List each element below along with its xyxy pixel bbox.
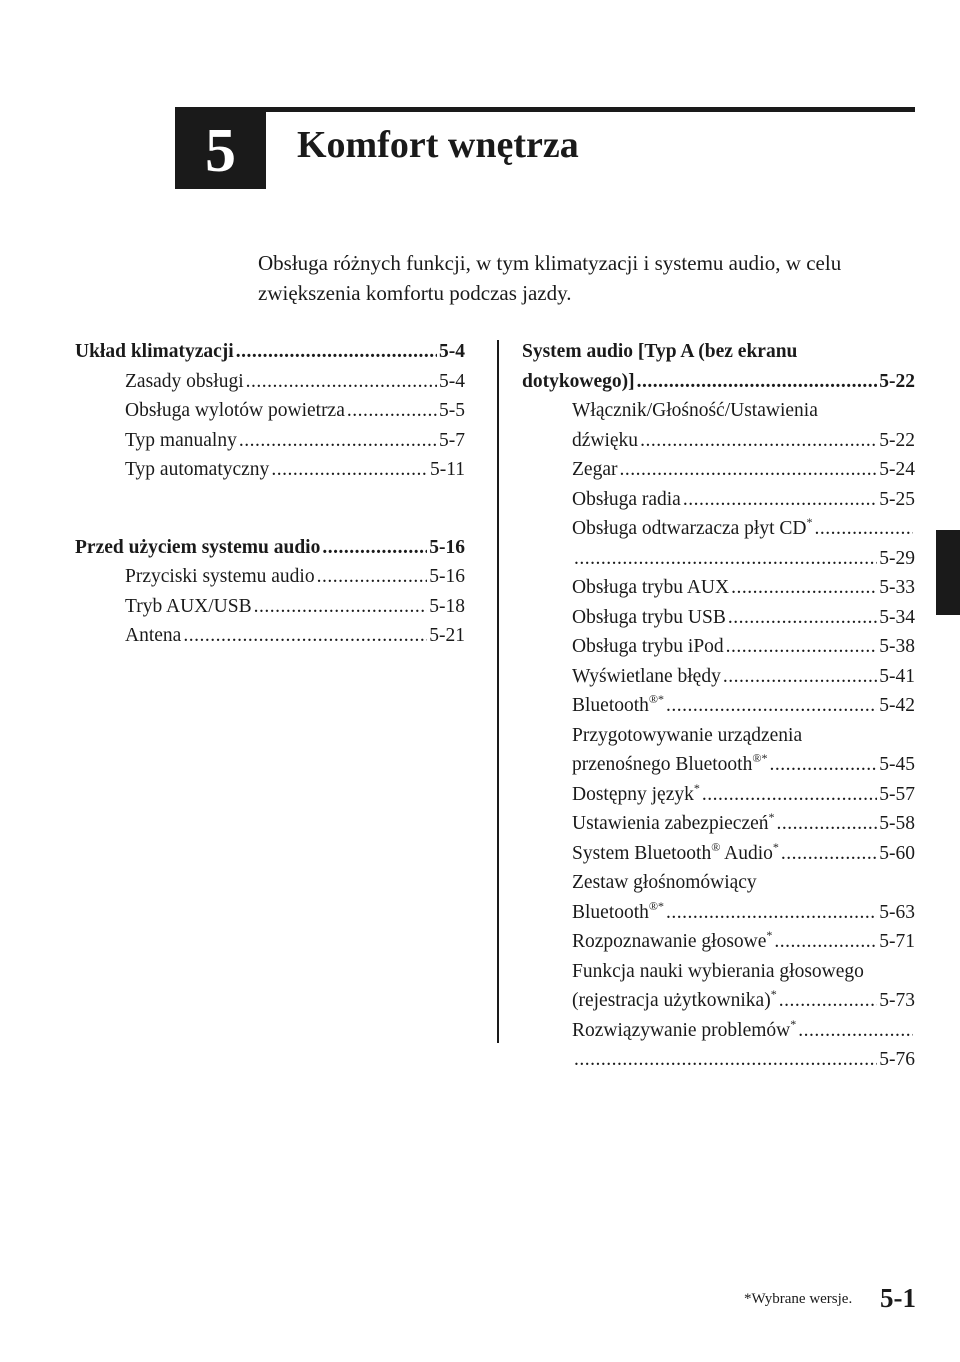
leader-dots — [731, 573, 877, 603]
toc-entry-line[interactable] — [522, 868, 915, 898]
toc-page: 5-24 — [879, 459, 915, 480]
toc-entry[interactable] — [522, 1045, 915, 1075]
footnote: *Wybrane wersje. — [744, 1291, 853, 1307]
toc-entry-line[interactable] — [522, 957, 915, 987]
optional-feature-mark: * — [766, 928, 773, 942]
toc-entry-text: Audio — [720, 842, 773, 864]
toc-entry-text: przenośnego Bluetooth — [572, 754, 753, 775]
toc-page: 5-38 — [879, 636, 915, 657]
toc-entry[interactable] — [75, 367, 465, 397]
leader-dots — [666, 898, 877, 928]
registered-mark: ® — [711, 839, 721, 854]
toc-page: 5-21 — [429, 625, 465, 646]
leader-dots — [619, 455, 877, 485]
toc-page: 5-16 — [429, 566, 465, 587]
toc-entry-title — [572, 986, 777, 1018]
toc-entry-text: (rejestracja użytkownika) — [572, 990, 771, 1011]
chapter-intro — [258, 248, 918, 308]
toc-entry-title: Przygotowywanie urządzenia — [572, 724, 803, 746]
toc-page: 5-22 — [879, 370, 915, 392]
leader-dots — [640, 426, 877, 456]
toc-entry-text: System Bluetooth — [572, 842, 712, 864]
optional-feature-mark: * — [806, 515, 813, 529]
toc-entry-line[interactable] — [522, 721, 915, 751]
toc-entry-title: Zasady obsługi — [125, 370, 244, 392]
toc-page: 5-60 — [879, 842, 915, 864]
toc-entry[interactable] — [75, 621, 465, 651]
toc-entry-title: Tryb AUX/USB — [125, 595, 252, 617]
leader-dots — [683, 485, 877, 515]
toc-page: 5-29 — [879, 547, 915, 569]
leader-dots — [723, 662, 877, 692]
toc-page: 5-5 — [439, 400, 465, 421]
toc-entry-title: Obsługa trybu AUX — [572, 577, 730, 598]
leader-dots — [774, 927, 877, 957]
toc-page: 5-4 — [439, 341, 465, 362]
leader-dots — [574, 544, 877, 574]
leader-dots — [814, 514, 913, 544]
toc-entry-title — [572, 780, 700, 812]
leader-dots — [781, 839, 877, 869]
leader-dots — [236, 337, 437, 367]
leader-dots — [574, 1045, 877, 1075]
toc-page: 5-63 — [879, 901, 915, 923]
toc-entry-title — [572, 898, 664, 930]
toc-entry[interactable] — [522, 986, 915, 1016]
toc-entry-title — [572, 839, 779, 871]
toc-page: 5-71 — [879, 931, 915, 952]
toc-entry-text: Rozwiązywanie problemów — [572, 1019, 791, 1041]
toc-entry-title — [572, 1016, 796, 1048]
optional-feature-mark: * — [693, 780, 700, 795]
toc-entry-line[interactable] — [522, 396, 915, 426]
toc-entry[interactable] — [75, 426, 465, 456]
toc-entry-text: Rozpoznawanie głosowe — [572, 931, 767, 952]
toc-entry-title — [572, 691, 664, 723]
toc-page: 5-42 — [879, 695, 915, 716]
toc-page: 5-58 — [879, 813, 915, 834]
leader-dots — [271, 455, 428, 485]
leader-dots — [322, 533, 427, 563]
intro-line: zwiększenia komfortu podczas jazdy. — [258, 281, 572, 305]
toc-entry-line[interactable] — [522, 1016, 915, 1046]
toc-left-column — [75, 337, 465, 651]
intro-line: Obsługa różnych funkcji, w tym klimatyzacji i systemu audio, w celu — [258, 251, 842, 275]
toc-page: 5-76 — [879, 1049, 915, 1070]
toc-entry-title: Przyciski systemu audio — [125, 566, 315, 587]
toc-entry-title: Włącznik/Głośność/Ustawienia — [572, 400, 818, 421]
toc-page: 5-22 — [879, 429, 915, 451]
toc-entry-title: dźwięku — [572, 429, 639, 451]
toc-entry-title: Obsługa wylotów powietrza — [125, 400, 345, 421]
toc-page: 5-57 — [879, 783, 915, 805]
toc-entry[interactable] — [522, 809, 915, 839]
leader-dots — [702, 780, 877, 810]
toc-page: 5-16 — [429, 536, 465, 558]
toc-entry[interactable] — [75, 455, 465, 485]
leader-dots — [728, 603, 877, 633]
toc-entry-text: Bluetooth — [572, 695, 649, 716]
toc-entry[interactable] — [522, 603, 915, 633]
toc-entry[interactable] — [522, 426, 915, 456]
toc-page: 5-11 — [429, 459, 465, 480]
toc-entry[interactable] — [522, 455, 915, 485]
toc-page: 5-4 — [439, 370, 465, 392]
toc-section-title: System audio [Typ A (bez ekranu — [522, 341, 798, 362]
toc-page: 5-73 — [879, 990, 915, 1011]
toc-entry[interactable] — [522, 662, 915, 692]
toc-entry[interactable] — [522, 780, 915, 810]
column-divider — [497, 340, 499, 1043]
chapter-thumb-tab — [936, 530, 960, 615]
toc-page: 5-7 — [439, 429, 465, 451]
leader-dots — [798, 1016, 913, 1046]
toc-right-column — [522, 337, 915, 1075]
registered-optional-mark: ®* — [648, 692, 665, 706]
leader-dots — [183, 621, 427, 651]
toc-entry-title: Obsługa trybu USB — [572, 606, 726, 628]
toc-section-title: Przed użyciem systemu audio — [75, 536, 321, 558]
toc-entry[interactable] — [75, 592, 465, 622]
toc-page: 5-25 — [879, 488, 915, 510]
toc-entry-title: Zestaw głośnomówiący — [572, 872, 757, 893]
leader-dots — [246, 367, 437, 397]
toc-entry[interactable] — [522, 573, 915, 603]
toc-entry[interactable] — [522, 750, 915, 780]
toc-section-title: Układ klimatyzacji — [75, 341, 234, 362]
optional-feature-mark: * — [768, 810, 775, 824]
toc-entry-title: Obsługa radia — [572, 488, 681, 510]
toc-entry[interactable] — [75, 396, 465, 426]
chapter-number-box — [175, 112, 266, 189]
toc-entry[interactable] — [522, 898, 915, 928]
toc-page: 5-18 — [429, 595, 465, 617]
leader-dots — [347, 396, 437, 426]
toc-entry-title: Obsługa trybu iPod — [572, 636, 724, 657]
registered-optional-mark: ®* — [648, 898, 665, 913]
toc-entry[interactable] — [522, 544, 915, 574]
toc-page: 5-45 — [879, 754, 915, 775]
toc-entry-title: Typ automatyczny — [125, 459, 270, 480]
optional-feature-mark: * — [772, 839, 779, 854]
toc-entry-text: Ustawienia zabezpieczeń — [572, 813, 769, 834]
optional-feature-mark: * — [770, 987, 777, 1001]
toc-entry-title: Typ manualny — [125, 429, 237, 451]
toc-entry-text: Bluetooth — [572, 901, 649, 923]
chapter-header-rule — [175, 107, 915, 112]
toc-entry-title — [572, 809, 775, 841]
toc-entry-title — [572, 514, 812, 546]
toc-entry-title: Funkcja nauki wybierania głosowego — [572, 960, 864, 982]
leader-dots — [637, 367, 878, 397]
toc-entry-text: Dostępny język — [572, 783, 694, 805]
toc-entry-line[interactable] — [522, 514, 915, 544]
toc-section-title-line[interactable] — [522, 337, 915, 367]
toc-section-title: dotykowego)] — [522, 370, 635, 392]
chapter-title: Komfort wnętrza — [297, 124, 579, 166]
optional-feature-mark: * — [790, 1016, 797, 1031]
toc-entry[interactable] — [522, 691, 915, 721]
page-number: 5-1 — [880, 1283, 916, 1313]
leader-dots — [779, 986, 878, 1016]
toc-entry-title: Antena — [125, 625, 182, 646]
toc-page: 5-33 — [879, 577, 915, 598]
leader-dots — [666, 691, 877, 721]
toc-page: 5-41 — [879, 665, 915, 687]
toc-entry[interactable] — [522, 485, 915, 515]
leader-dots — [254, 592, 428, 622]
toc-entry[interactable] — [522, 839, 915, 869]
registered-optional-mark: ®* — [752, 751, 768, 765]
toc-entry-text: Obsługa odtwarzacza płyt CD — [572, 518, 807, 539]
toc-entry[interactable] — [522, 632, 915, 662]
leader-dots — [777, 809, 878, 839]
leader-dots — [239, 426, 437, 456]
toc-page: 5-34 — [879, 606, 915, 628]
toc-entry[interactable] — [522, 927, 915, 957]
toc-entry-title: Wyświetlane błędy — [572, 665, 721, 687]
toc-entry-title — [572, 750, 767, 782]
chapter-number: 5 — [205, 116, 236, 185]
leader-dots — [769, 750, 877, 780]
toc-entry[interactable] — [75, 562, 465, 592]
toc-entry-title: Zegar — [572, 459, 618, 480]
leader-dots — [317, 562, 428, 592]
toc-section[interactable] — [75, 337, 465, 367]
toc-section[interactable] — [522, 367, 915, 397]
leader-dots — [726, 632, 878, 662]
toc-entry-title — [572, 927, 772, 959]
toc-section[interactable] — [75, 533, 465, 563]
